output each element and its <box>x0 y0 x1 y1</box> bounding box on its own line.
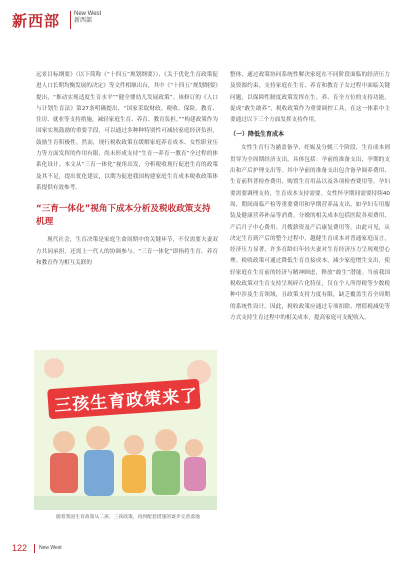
magazine-logo: 新西部 <box>12 12 61 30</box>
logo-divider <box>70 11 71 29</box>
right-paragraph-1: 整体，通过政策协同系统性解决家庭在不同阶段面临的经济压力及资源约束。支持家庭在生育、养育和教育子女过程中面临关键问题，以保障性制度政策发挥在生、养、育全方位的支持功能，促成“敢生敢养”，税收政策作为重要调控工具，在这一体系中主要通过以下三个方面发挥支持作用。 <box>230 72 390 124</box>
figure-caption: 随着我国生育政策从二孩、三孩政策，再到配套措施的逐步完善落地 <box>56 515 200 520</box>
logo-en-line2: 新西部 <box>74 18 93 24</box>
footer-divider <box>34 544 35 553</box>
subsection-title: （一）降低生育成本 <box>230 131 285 139</box>
policy-illustration <box>34 350 217 510</box>
masthead <box>12 8 212 48</box>
right-column <box>230 70 390 324</box>
banner-text: 三孩生育政策来了 <box>53 386 199 417</box>
logo-en-line1: New West <box>74 11 102 17</box>
left-paragraph-2: 现代社会，生育决策是家庭生命周期中的关键环节，不仅需要夫妻双方共同承担，还需上一代人的协调参与。“三育一体化”即指将生育、养育和教育作为相互关联的 <box>36 237 218 266</box>
footer-magazine-name: New West <box>39 545 62 551</box>
right-paragraph-2: 女性生育行为涵盖备孕、妊娠及分娩三个阶段，生育成本则贯穿为全周期经济支出，具体包括：孕前的准备支出、孕期的支出和产后护理支出等。其中孕前的准备支出包含备孕调养费用、生育前科普检查费用、购置生育用品以及各项检查费用等，孕妇要需要调理支持，生育成本支持需要。女性怀孕期间需要持续40周，期间面临产检等重要费用和孕期营养品支出，如孕妇专用服装及健康营养补品等消费。分娩的相关成本包括医院各项费用、产后月子中心费用、月嫂薪资及产后康复费用等。由此可见，从决定生育到产后的整个过程中，越健生育成本对普通家庭而言，经济压力显著，许多育龄妇年轻夫妻对生育经济压力呈现观望心理。税收政策可通过降低生育直接成本，减少家庭增生支出，使轻家庭在生育前的经济与精神顾虑，释放“敢生”潜能。当前我国税收政策对生育支持呈现碎片化特征，仅在个人所得税等少数税种中涉及生育领域，且政策支持力度有限，缺乏覆盖生育全周期的系统性设计。因此，税收政策应通过专项扣除、增值税减免等方式支持生育过程中的相关成本，提高家庭可支配收入。 <box>230 145 390 321</box>
left-paragraph-1: 远景目标纲要》（以下简称《“十四五”规划纲要》）、《关于优化生育政策促进人口长期均衡发展的决定》等文件相继出台，其中《“十四五”规划纲要》提出，“推动实现适度生育水平”“健全婴幼儿发展政策”。该修订的《人口与计划生育法》第27条明确提出，“国家采取财政、税收、保险、教育、住房、就业等支持措施，减轻家庭生育、养育、教育负担。”“构建政策作为国家实现鼓励的重要手段，可以通过多种种特别性可减轻家庭经济负担，鼓励生育积极性。然而，现行税收政策在缓解家庭养育成本、女性职业压力等方面发挥的作用有限，尚未形成支持“生育一养育一教育”全过程的体系化设计。本文从“三育一体化”视角出发，分析税收现行促进生育的政策及其不足，提出优化建议，以期为促进我国构建家庭生育成本税收政策体系提供有效参考。 <box>36 72 218 191</box>
left-column <box>36 70 218 269</box>
magazine-logo-en <box>74 11 101 25</box>
family-illustration-icon <box>34 350 217 510</box>
page-number: 122 <box>12 543 28 553</box>
section-title: “三育一体化”视角下成本分析及税收政策支持机理 <box>36 204 211 227</box>
